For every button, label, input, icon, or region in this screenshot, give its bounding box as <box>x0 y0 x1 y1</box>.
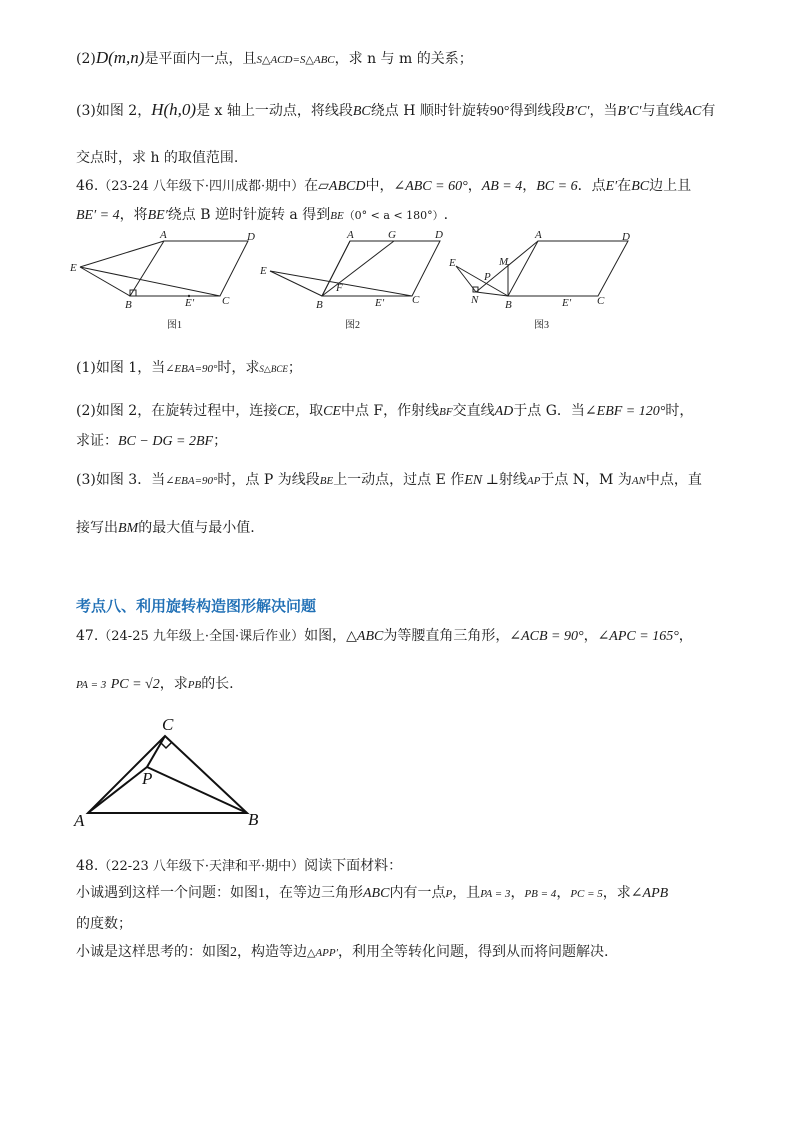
figure-3-diagram <box>456 241 628 296</box>
math-range: （0° < a < 180°） <box>343 209 444 222</box>
math-cond: PA = 3 <box>480 888 511 900</box>
parallelogram-abcd-shape <box>130 241 248 296</box>
math-point-h: H(h,0) <box>151 100 197 119</box>
math-perp: EN ⊥ <box>464 473 499 488</box>
text: 在 <box>617 178 632 194</box>
label-a: A <box>535 229 542 241</box>
label-d: D <box>247 231 255 243</box>
text: 求证： <box>76 433 118 449</box>
q46-stem-line2 <box>76 205 448 226</box>
right-angle-mark <box>160 742 172 748</box>
q45-part2 <box>76 48 473 70</box>
question-number: 46. <box>76 178 99 194</box>
label-n: N <box>471 294 479 306</box>
label-e: E <box>449 257 456 269</box>
math-point: P <box>445 888 453 900</box>
math-cond: ∠APC = 165° <box>597 629 679 644</box>
text: ，当 <box>589 103 618 119</box>
q46-part2-cont <box>76 431 227 452</box>
q46-part3 <box>76 470 702 491</box>
text: 得到线段 <box>509 103 566 119</box>
label-p: P <box>484 271 491 283</box>
math-cond: BE′ = 4 <box>76 208 120 223</box>
math-seg: BE <box>319 475 334 487</box>
math-seg: PB <box>187 679 202 691</box>
text: 边上且 <box>649 178 692 194</box>
text: 小诚是这样思考的：如图 <box>76 944 230 960</box>
math-cond: PA = 3 <box>76 679 107 691</box>
text: 的最大值与最小值. <box>138 520 255 536</box>
text: ，利用全等转化问题，得到从而将问题解决. <box>338 944 609 960</box>
text: 上一动点，过点 E 作 <box>333 472 465 488</box>
ray-bfg <box>322 241 394 296</box>
math-cond: PC = √2 <box>110 677 160 692</box>
math-seg: B′C′ <box>617 104 642 119</box>
text: 的长. <box>201 676 234 692</box>
text: ，且 <box>452 885 481 901</box>
math-seg: BC <box>631 179 650 194</box>
part-number: (3)如图 2， <box>76 103 152 119</box>
math-point: E′ <box>605 179 618 194</box>
math-triangle: △ABC <box>346 629 384 644</box>
q45-part3-cont: 交点时，求 h 的取值范围. <box>76 150 239 166</box>
text: 交直线 <box>452 403 495 419</box>
q48-stem-line1 <box>76 856 402 877</box>
label-b: B <box>248 810 259 829</box>
q47-stem-line1 <box>76 626 693 647</box>
label-b: B <box>125 299 132 311</box>
math-equals: = <box>292 54 300 66</box>
q46-part2 <box>76 401 693 422</box>
figure-caption-2: 图2 <box>345 320 360 331</box>
text: 时，点 P 为线段 <box>217 472 320 488</box>
text: 与直线 <box>641 103 684 119</box>
text: ，求 <box>159 676 188 692</box>
text: 是 x 轴上一动点，将线段 <box>196 103 353 119</box>
text: 时，求 <box>217 360 260 376</box>
text: ， <box>556 885 571 901</box>
text: 绕点 H 顺时针旋转 <box>370 103 490 119</box>
math-cond: BC = 6 <box>536 179 578 194</box>
text: ，求 <box>602 885 631 901</box>
label-e-prime: E′ <box>375 297 385 309</box>
point-e-prime <box>188 295 190 297</box>
text: ； <box>213 433 228 449</box>
math-angle: ∠EBF = 120° <box>584 404 666 419</box>
label-a: A <box>347 229 354 241</box>
text: ．点 <box>577 178 606 194</box>
math-area-abc: S△ABC <box>299 54 335 66</box>
text: 如图， <box>304 628 347 644</box>
segment-eb <box>456 266 508 296</box>
q46-part3-cont <box>76 518 255 539</box>
figure-1-diagram <box>80 241 248 296</box>
text: ，构造等边 <box>237 944 307 960</box>
q45-part3 <box>76 100 715 122</box>
math-seg: CE <box>323 404 341 419</box>
math-fig-number: 1 <box>258 886 265 901</box>
section-heading: 考点八、利用旋转构造图形解决问题 <box>76 597 317 615</box>
text: 射线 <box>498 472 527 488</box>
label-d: D <box>622 231 630 243</box>
q46-part1 <box>76 358 302 379</box>
text: 内有一点 <box>389 885 446 901</box>
q47-stem-line2 <box>76 674 234 695</box>
label-c: C <box>412 294 420 306</box>
math-seg: BE′ <box>147 208 168 223</box>
math-area: S△BCE <box>259 364 288 374</box>
math-cond: ∠ABC = 60° <box>393 179 468 194</box>
label-c: C <box>222 295 230 307</box>
math-seg: B′C′ <box>565 104 590 119</box>
segment-ea <box>80 241 164 267</box>
figure-caption-3: 图3 <box>534 320 549 331</box>
segment-ec <box>80 267 220 296</box>
q46-stem-line1 <box>76 176 691 197</box>
label-b: B <box>316 299 323 311</box>
text: 时， <box>665 403 694 419</box>
math-line: AD <box>494 404 514 419</box>
math-area-acd: S△ACD <box>256 54 293 66</box>
text: ，将 <box>119 207 148 223</box>
math-point-d: D(m,n) <box>95 48 145 67</box>
math-line-ac: AC <box>683 104 702 119</box>
label-a: A <box>74 811 85 830</box>
text: 接写出 <box>76 520 118 536</box>
math-cond: ∠ACB = 90° <box>509 629 584 644</box>
math-cond: PC = 5 <box>570 888 603 900</box>
q46-figures <box>60 228 660 338</box>
segment-eb <box>270 271 322 296</box>
math-cond: PB = 4 <box>524 888 557 900</box>
label-e-prime: E′ <box>562 297 572 309</box>
text: ， <box>467 178 482 194</box>
text: 绕点 B 逆时针旋转 a 得到 <box>167 207 331 223</box>
math-seg: AN <box>631 475 646 487</box>
text: 阅读下面材料： <box>304 858 403 874</box>
label-f: F <box>336 282 343 294</box>
text: ，在等边三角形 <box>265 885 363 901</box>
label-c: C <box>597 295 605 307</box>
text: (2)如图 2，在旋转过程中，连接 <box>76 403 278 419</box>
text: ，求 n 与 m 的关系； <box>334 51 473 67</box>
math-fig-number: 2 <box>230 945 237 960</box>
text: ， <box>583 628 598 644</box>
math-parallelogram: ▱ABCD <box>318 179 366 194</box>
question-number: 48. <box>76 858 99 874</box>
math-seg: CE <box>277 404 296 419</box>
math-equation: BC − DG = 2BF <box>118 434 214 449</box>
q48-stem-line2 <box>76 883 668 904</box>
label-e: E <box>260 265 267 277</box>
part-number: (2) <box>76 51 96 67</box>
math-cond: AB = 4 <box>481 179 523 194</box>
math-angle: 90° <box>489 104 510 119</box>
math-triangle: ABC <box>363 886 390 901</box>
text: 为等腰直角三角形， <box>383 628 510 644</box>
question-source: （23-24 八年级下·四川成都·期中） <box>98 179 305 194</box>
text: ， <box>510 885 525 901</box>
q48-stem-line4 <box>76 942 608 963</box>
math-angle: ∠EBA=90° <box>165 363 218 375</box>
question-source: （24-25 九年级上·全国·课后作业） <box>98 629 305 644</box>
math-angle: ∠EBA=90° <box>165 475 218 487</box>
q48-stem-line3: 的度数； <box>76 916 132 932</box>
label-e: E <box>70 262 77 274</box>
text: ，取 <box>295 403 324 419</box>
text: 在 <box>304 178 319 194</box>
segment-ap <box>88 767 147 813</box>
figure-caption-1: 图1 <box>167 320 182 331</box>
parallelogram-abcd-shape <box>508 241 628 296</box>
text: 是平面内一点，且 <box>144 51 257 67</box>
text: 小诚遇到这样一个问题：如图 <box>76 885 258 901</box>
label-c: C <box>162 715 174 734</box>
text: 有 <box>701 103 716 119</box>
math-angle: ∠APB <box>630 886 669 901</box>
segment-pb <box>147 767 247 813</box>
label-g: G <box>388 229 396 241</box>
segment-eb <box>80 267 130 296</box>
text: ； <box>287 360 302 376</box>
text: ， <box>522 178 537 194</box>
math-ray: AP <box>526 475 541 487</box>
math-seg: BE <box>330 210 344 222</box>
question-number: 47. <box>76 628 99 644</box>
figure-2-diagram <box>270 241 440 296</box>
label-p: P <box>142 769 153 788</box>
text: 中， <box>365 178 394 194</box>
math-ray: BF <box>439 406 453 418</box>
text: 中点，直 <box>645 472 702 488</box>
text: ， <box>678 628 693 644</box>
math-triangle: △APP′ <box>307 947 339 959</box>
label-d: D <box>435 229 443 241</box>
math-seg-bc: BC <box>352 104 371 119</box>
label-b: B <box>505 299 512 311</box>
question-source: （22-23 八年级下·天津和平·期中） <box>98 859 305 874</box>
text: 于点 N，M 为 <box>540 472 632 488</box>
text: 于点 G．当 <box>513 403 585 419</box>
q47-figure <box>68 712 278 830</box>
math-seg: BM <box>118 521 139 536</box>
label-e-prime: E′ <box>185 297 195 309</box>
text: (3)如图 3．当 <box>76 472 166 488</box>
text: . <box>443 207 449 223</box>
segment-nb <box>476 292 508 296</box>
text: 中点 F，作射线 <box>340 403 440 419</box>
text: (1)如图 1，当 <box>76 360 166 376</box>
label-a: A <box>160 229 167 241</box>
label-m: M <box>499 256 509 268</box>
